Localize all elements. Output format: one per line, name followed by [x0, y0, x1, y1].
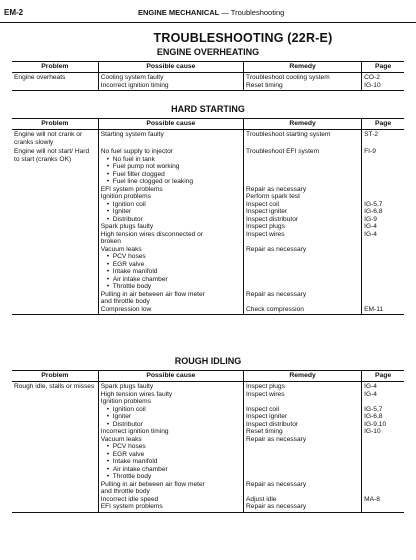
section-title-hard-starting: HARD STARTING: [171, 104, 245, 114]
page-ref: [364, 488, 402, 496]
page-ref: [364, 261, 402, 269]
page-ref: [364, 298, 402, 306]
remedy-line: [246, 171, 359, 179]
section-title-overheating: ENGINE OVERHEATING: [156, 47, 260, 57]
cause-line: Pulling in air between air flow meter: [100, 290, 205, 298]
section-name: ENGINE MECHANICAL: [138, 8, 220, 17]
remedy-line: [246, 238, 359, 246]
remedy-line: Inspect igniter: [246, 208, 288, 215]
cause-line: • Ignition coil: [101, 406, 241, 414]
table-header-row: [12, 119, 404, 130]
page-ref: IG-9,10: [364, 420, 387, 428]
col-header-remedy: Remedy: [244, 119, 362, 130]
cause-cell: [98, 130, 243, 148]
remedy-line: [246, 283, 359, 291]
cause-line: High tension wires faulty: [100, 390, 173, 398]
cause-line: Starting system faulty: [100, 131, 164, 138]
col-header-problem: Problem: [12, 62, 98, 73]
page-ref: ST-2: [364, 131, 379, 138]
cause-line: EFI system problems: [100, 503, 163, 510]
remedy-line: [246, 276, 359, 284]
table-row: [12, 73, 404, 91]
cause-line: EFI system problems: [100, 185, 163, 193]
page-ref: IG-10: [364, 81, 381, 89]
remedy-line: [246, 488, 359, 496]
cause-line: Ignition problems: [100, 193, 151, 200]
page-ref: [364, 398, 402, 406]
remedy-line: Inspect distributor: [246, 215, 299, 223]
problem-cell: Engine overheats: [12, 73, 98, 91]
remedy-line: Troubleshoot EFI system: [246, 148, 320, 155]
page-ref: IG-5,7: [364, 200, 383, 208]
page-ref: IG-4: [364, 383, 377, 390]
page-ref: IG-6,8: [364, 208, 383, 215]
cause-line: Cooling system faulty: [100, 74, 164, 81]
cause-line: • Distributor: [101, 216, 241, 224]
page-ref: [364, 466, 402, 474]
remedy-line: Troubleshoot cooling system: [246, 74, 330, 81]
cause-line: • Distributor: [101, 421, 241, 429]
section-title-rough-idling: ROUGH IDLING: [174, 356, 242, 366]
cause-line: and throttle body: [100, 488, 150, 495]
page-ref: [364, 163, 402, 171]
page-cell: [362, 147, 404, 315]
cause-line: • Intake manifold: [101, 458, 241, 466]
table-row: [12, 130, 404, 148]
remedy-line: Reset timing: [246, 81, 283, 89]
remedy-line: Reset timing: [246, 428, 283, 435]
page-ref: IG-10: [364, 428, 381, 435]
table-overheating: [12, 61, 404, 91]
remedy-line: [246, 298, 359, 306]
table-rough-idling: [12, 370, 404, 513]
cause-line: • Air intake chamber: [101, 466, 241, 474]
cause-line: broken: [100, 238, 121, 245]
cause-line: Compression low: [100, 305, 152, 313]
page-cell: [362, 73, 404, 91]
page-cell: [362, 382, 404, 513]
page-ref: [364, 178, 402, 186]
col-header-cause: Possible cause: [98, 371, 243, 382]
table-header-row: [12, 62, 404, 73]
remedy-line: Troubleshoot starting system: [246, 131, 331, 138]
remedy-line: [246, 156, 359, 164]
problem-cell: Rough idle, stalls or misses: [12, 382, 98, 513]
cause-line: Spark plugs faulty: [100, 383, 154, 390]
remedy-line: [246, 268, 359, 276]
page-code: EM-2: [4, 8, 24, 17]
cause-cell: [98, 73, 243, 91]
remedy-line: Repair as necessary: [246, 185, 307, 193]
remedy-line: Inspect wires: [246, 230, 285, 238]
section-heading: [138, 8, 284, 17]
page-ref: [364, 186, 402, 194]
page-ref: [364, 276, 402, 284]
cause-line: Incorrect ignition timing: [100, 428, 169, 435]
page-header: [0, 8, 416, 23]
page-ref: IG-4: [364, 390, 377, 398]
problem-cell: Engine will not crank or cranks slowly: [12, 130, 98, 148]
cause-cell: [98, 147, 243, 315]
page-ref: [364, 291, 402, 299]
page-ref: [364, 443, 402, 451]
page-cell: [362, 130, 404, 148]
page-ref: [364, 458, 402, 466]
remedy-line: [246, 398, 359, 406]
page-ref: [364, 451, 402, 459]
remedy-line: Check compression: [246, 305, 304, 313]
page-ref: [364, 156, 402, 164]
cause-line: • Air intake chamber: [101, 276, 241, 284]
remedy-line: Adjust idle: [246, 495, 277, 503]
page-ref: [364, 481, 402, 489]
page-ref: IG-5,7: [364, 405, 383, 413]
remedy-line: Inspect plugs: [246, 223, 285, 230]
remedy-line: Repair as necessary: [246, 480, 307, 488]
page-ref: [364, 283, 402, 291]
cause-line: Ignition problems: [100, 398, 151, 405]
cause-line: • Fuel filter clogged: [101, 171, 241, 179]
cause-line: and throttle body: [100, 298, 150, 305]
col-header-remedy: Remedy: [244, 62, 362, 73]
remedy-line: [246, 458, 359, 466]
page-ref: CO-2: [364, 74, 380, 81]
cause-line: • PCV hoses: [101, 253, 241, 261]
cause-line: Spark plugs faulty: [100, 223, 154, 230]
remedy-line: Inspect igniter: [246, 413, 288, 420]
page-ref: [364, 503, 402, 511]
cause-line: • EGR valve: [101, 451, 241, 459]
remedy-line: [246, 443, 359, 451]
remedy-line: Inspect coil: [246, 200, 280, 208]
page-ref: IG-9: [364, 215, 377, 223]
page-ref: [364, 268, 402, 276]
table-row: [12, 382, 404, 513]
remedy-line: Repair as necessary: [246, 245, 307, 253]
table-header-row: [12, 371, 404, 382]
page-ref: IG-4: [364, 223, 377, 230]
remedy-line: [246, 261, 359, 269]
page-ref: EM-11: [364, 305, 384, 313]
col-header-remedy: Remedy: [244, 371, 362, 382]
remedy-line: Repair as necessary: [246, 503, 307, 510]
cause-line: • Igniter: [101, 413, 241, 421]
remedy-cell: [244, 147, 362, 315]
table-row: [12, 147, 404, 315]
cause-line: • Ignition coil: [101, 201, 241, 209]
page-ref: [364, 238, 402, 246]
remedy-cell: [244, 73, 362, 91]
col-header-problem: Problem: [12, 119, 98, 130]
page-ref: IG-6,8: [364, 413, 383, 420]
remedy-line: [246, 253, 359, 261]
table-hard-starting: [12, 118, 404, 315]
remedy-cell: [244, 382, 362, 513]
remedy-line: Perform spark test: [246, 193, 300, 200]
page-ref: [364, 253, 402, 261]
cause-line: • Throttle body: [101, 473, 241, 481]
cause-line: Incorrect ignition timing: [100, 81, 169, 89]
page-title: TROUBLESHOOTING (22R-E): [153, 31, 333, 45]
page-ref: [364, 436, 402, 444]
cause-line: • Throttle body: [101, 283, 241, 291]
cause-line: • No fuel in tank: [101, 156, 241, 164]
page-ref: [364, 171, 402, 179]
remedy-line: Repair as necessary: [246, 290, 307, 298]
page-ref: [364, 193, 402, 201]
cause-line: • Igniter: [101, 208, 241, 216]
remedy-line: [246, 178, 359, 186]
col-header-cause: Possible cause: [98, 119, 243, 130]
remedy-line: [246, 163, 359, 171]
page-ref: MA-8: [364, 495, 380, 503]
remedy-line: Inspect coil: [246, 405, 280, 413]
cause-line: • PCV hoses: [101, 443, 241, 451]
cause-line: Pulling in air between air flow meter: [100, 480, 205, 488]
cause-line: • EGR valve: [101, 261, 241, 269]
cause-line: Incorrect idle speed: [100, 495, 159, 503]
cause-line: High tension wires disconnected or: [100, 230, 203, 238]
remedy-line: Inspect plugs: [246, 383, 285, 390]
cause-line: No fuel supply to injector: [100, 148, 173, 155]
section-subname: — Troubleshooting: [219, 8, 285, 17]
remedy-cell: [244, 130, 362, 148]
col-header-cause: Possible cause: [98, 62, 243, 73]
remedy-line: Inspect wires: [246, 390, 285, 398]
remedy-line: [246, 473, 359, 481]
cause-line: • Fuel pump not working: [101, 163, 241, 171]
col-header-page: Page: [374, 120, 392, 128]
cause-line: Vacuum leaks: [100, 245, 142, 253]
col-header-problem: Problem: [12, 371, 98, 382]
page-ref: [364, 246, 402, 254]
cause-line: • Fuel line clogged or leaking: [101, 178, 241, 186]
problem-cell: Engine will not start/ Hard to start (cranks OK): [12, 147, 98, 315]
col-header-page: Page: [374, 63, 392, 71]
remedy-line: Inspect distributor: [246, 420, 299, 428]
page-ref: [364, 473, 402, 481]
remedy-line: Repair as necessary: [246, 435, 307, 443]
page-ref: IG-4: [364, 230, 377, 238]
remedy-line: [246, 466, 359, 474]
cause-line: • Intake manifold: [101, 268, 241, 276]
remedy-line: [246, 451, 359, 459]
cause-cell: [98, 382, 243, 513]
page-ref: FI-9: [364, 148, 376, 155]
col-header-page: Page: [374, 372, 392, 380]
cause-line: Vacuum leaks: [100, 435, 142, 443]
